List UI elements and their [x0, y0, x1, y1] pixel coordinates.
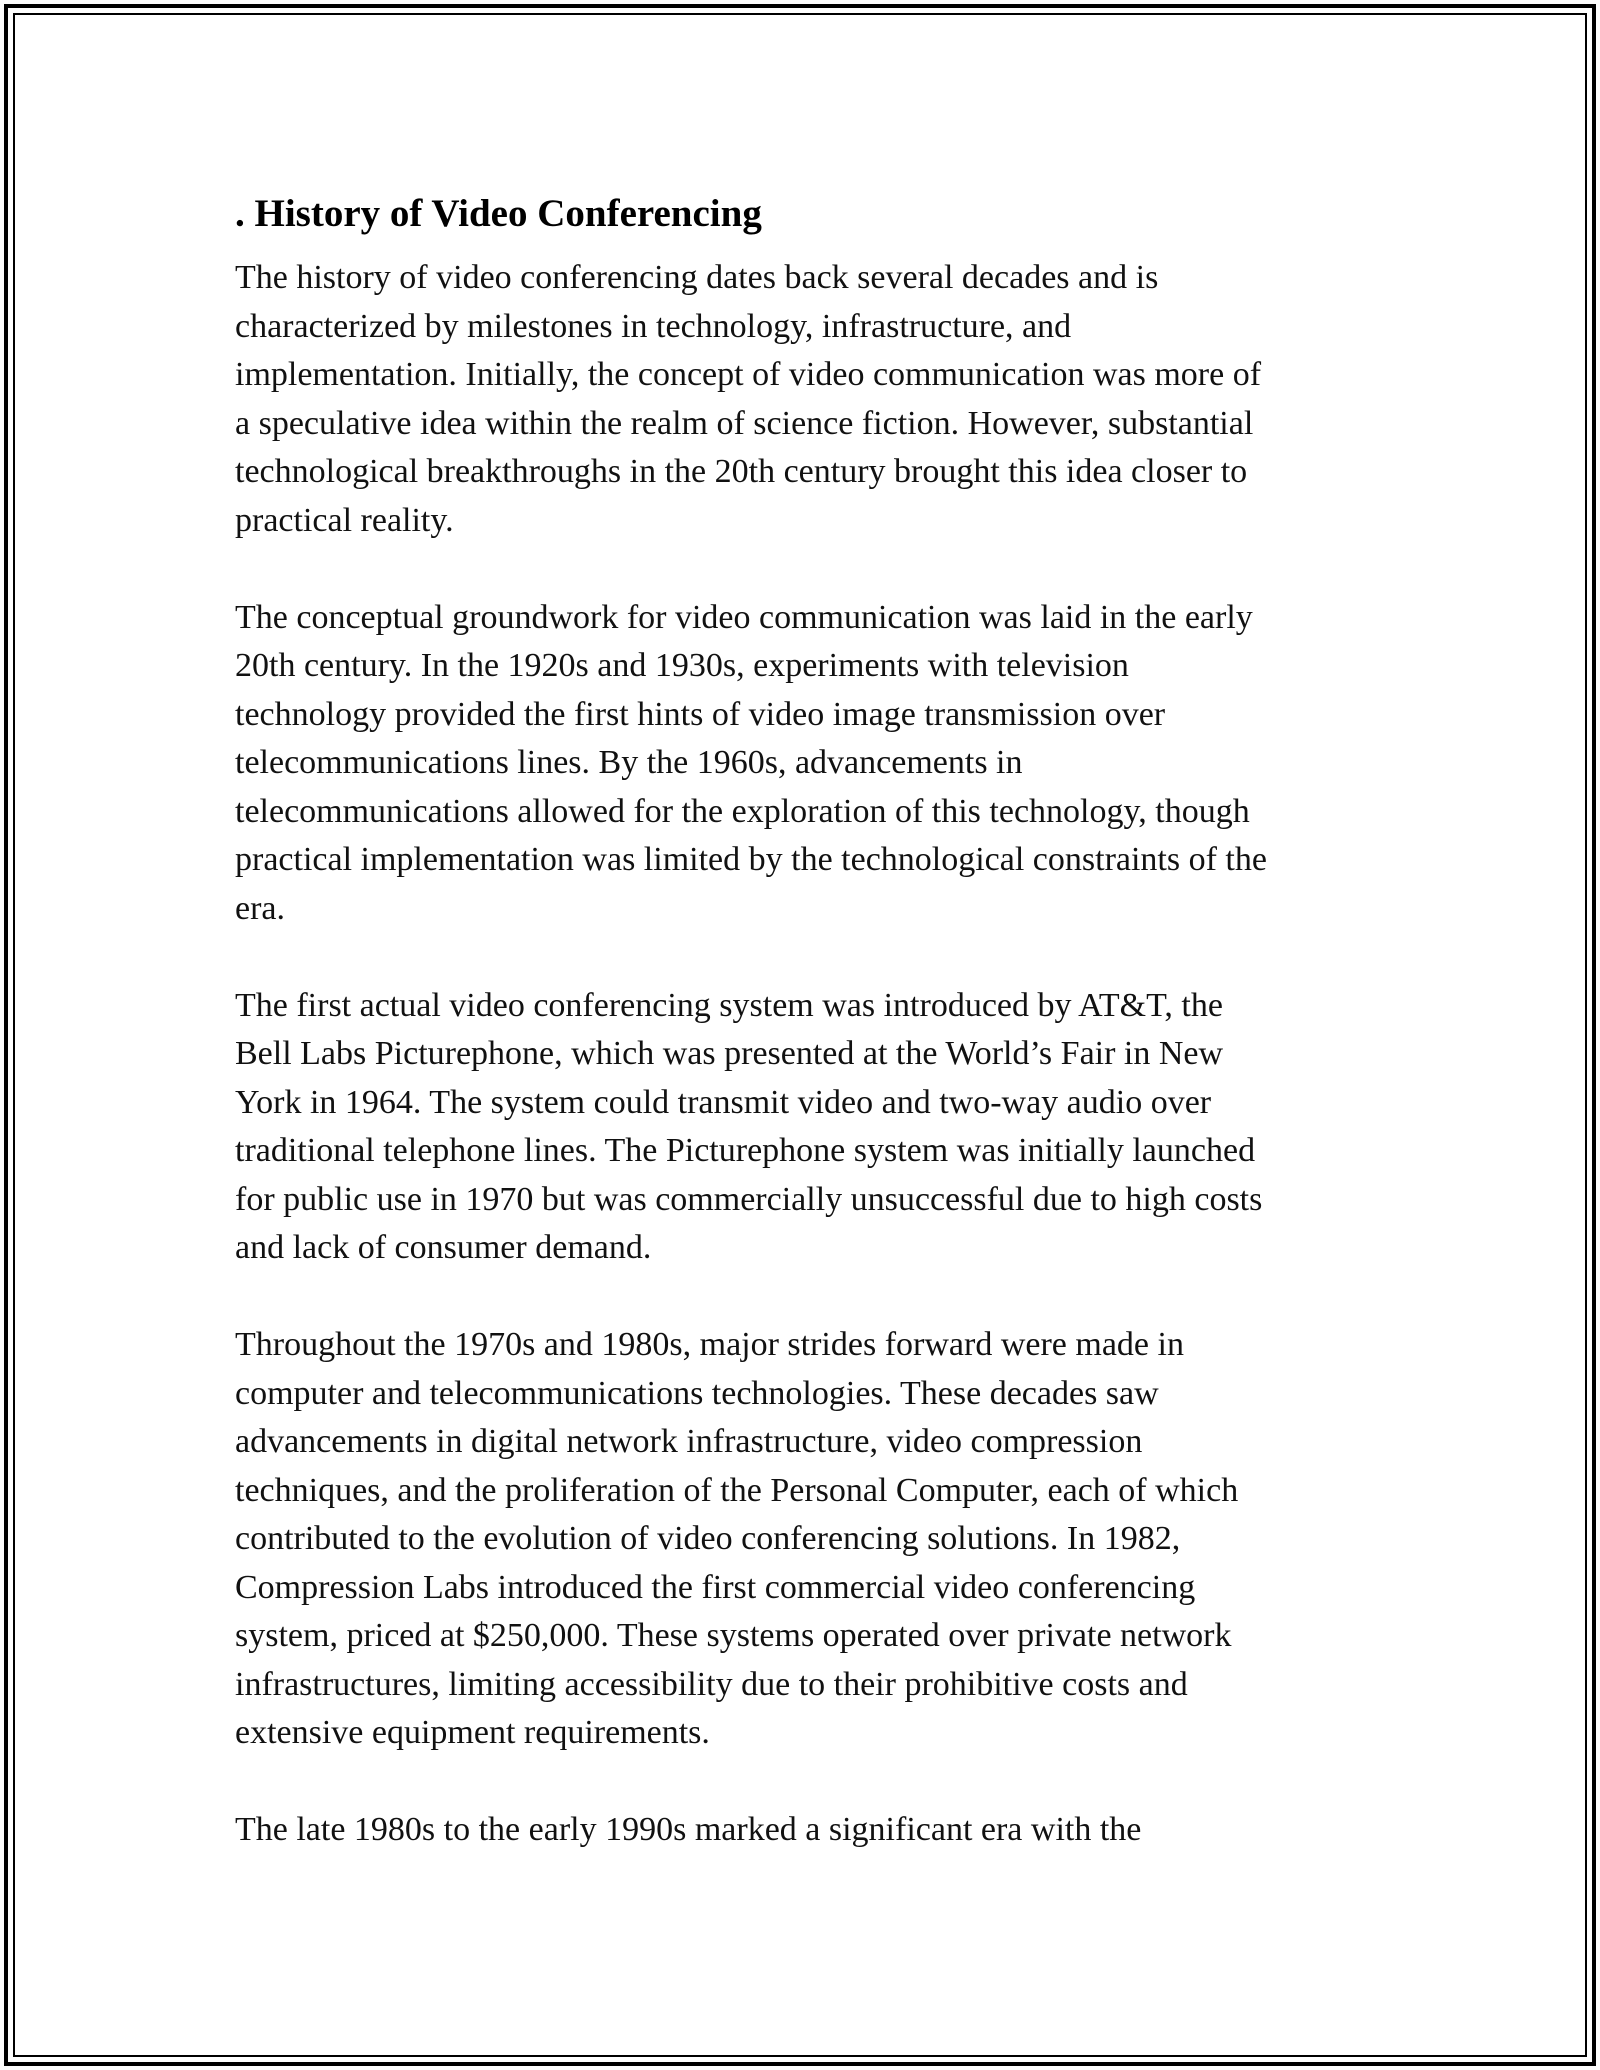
paragraph-line: Throughout the 1970s and 1980s, major strides forward were made in: [235, 1326, 1184, 1363]
paragraph-line: telecommunications allowed for the exploration of this technology, though: [235, 792, 1250, 830]
paragraph-line: era.: [235, 889, 286, 927]
paragraph-line: The first actual video conferencing system was introduced by AT&T, the: [235, 986, 1223, 1024]
paragraph-line: extensive equipment requirements.: [235, 1714, 710, 1751]
paragraph-line: and lack of consumer demand.: [235, 1229, 652, 1266]
paragraph: [235, 1321, 1375, 1758]
paragraph-line: computer and telecommunications technologies. These decades saw: [235, 1374, 1159, 1412]
paragraph-line: The history of video conferencing dates back several decades and is: [235, 259, 1159, 296]
paragraph-line: The late 1980s to the early 1990s marked a significant era with the: [235, 1811, 1142, 1848]
paragraph-line: system, priced at $250,000. These systems operated over private network: [235, 1617, 1232, 1654]
paragraph: [235, 254, 1375, 545]
paragraph-line: telecommunications lines. By the 1960s, advancements in: [235, 744, 1023, 781]
paragraph-line: practical implementation was limited by the technological constraints of the: [235, 841, 1267, 878]
paragraph-line: advancements in digital network infrastructure, video compression: [235, 1423, 1143, 1460]
paragraph-line: infrastructures, limiting accessibility due to their prohibitive costs and: [235, 1665, 1188, 1703]
paragraph-line: traditional telephone lines. The Picturephone system was initially launched: [235, 1132, 1256, 1169]
paragraph-line: techniques, and the proliferation of the Personal Computer, each of which: [235, 1471, 1239, 1509]
paragraph-line: 20th century. In the 1920s and 1930s, experiments with television: [235, 647, 1129, 684]
paragraph-line: implementation. Initially, the concept of video communication was more of: [235, 356, 1262, 393]
paragraph-line: The conceptual groundwork for video communication was laid in the early: [235, 598, 1253, 636]
paragraph-line: Bell Labs Picturephone, which was presented at the World’s Fair in New: [235, 1035, 1224, 1072]
paragraph-line: practical reality.: [235, 501, 454, 539]
paragraph: [235, 594, 1375, 934]
paragraph: [235, 982, 1375, 1273]
paragraph-line: characterized by milestones in technology, infrastructure, and: [235, 307, 1072, 345]
paragraph-line: contributed to the evolution of video conferencing solutions. In 1982,: [235, 1520, 1181, 1557]
paragraph-line: York in 1964. The system could transmit video and two-way audio over: [235, 1083, 1212, 1121]
paragraph-line: a speculative idea within the realm of science fiction. However, substantial: [235, 404, 1254, 442]
paragraph-line: technological breakthroughs in the 20th century brought this idea closer to: [235, 453, 1248, 490]
paragraph: [235, 1806, 1375, 1855]
paragraph-list: [235, 254, 1375, 1855]
paragraph-line: technology provided the first hints of video image transmission over: [235, 695, 1166, 733]
document-body: [235, 184, 1375, 1903]
section-heading: . History of Video Conferencing: [235, 192, 762, 235]
paragraph-line: for public use in 1970 but was commercially unsuccessful due to high costs: [235, 1180, 1263, 1218]
paragraph-line: Compression Labs introduced the first commercial video conferencing: [235, 1568, 1196, 1606]
